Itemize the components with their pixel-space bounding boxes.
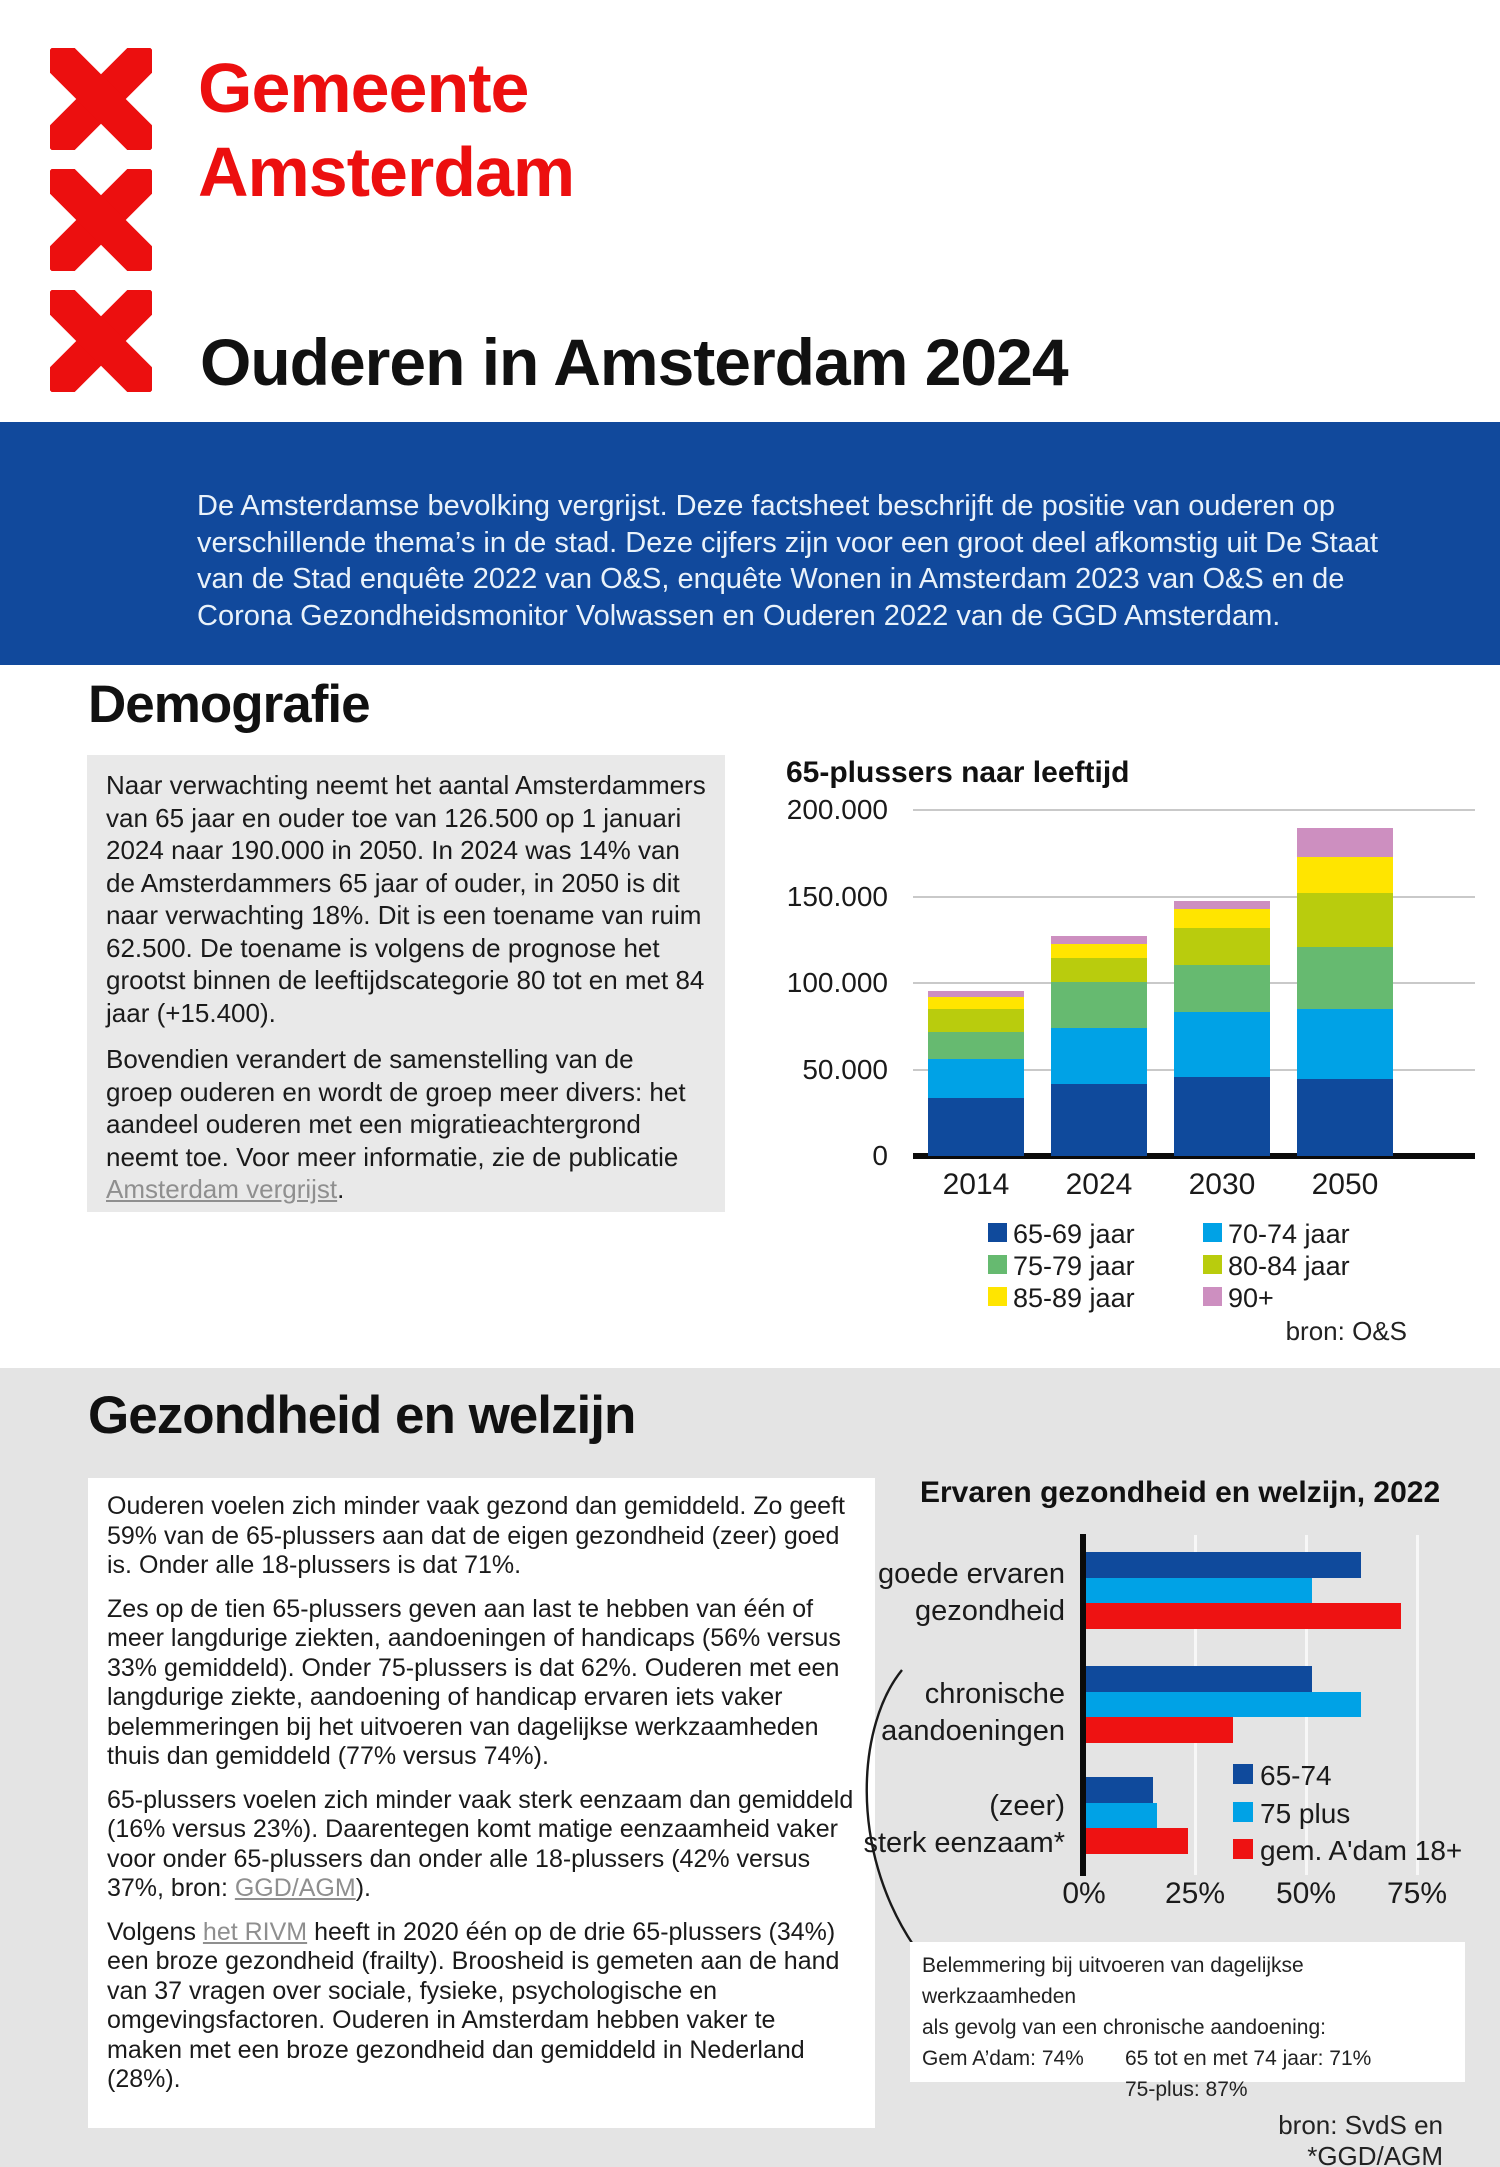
bar-65-74 <box>1086 1666 1312 1692</box>
bar-segment-65-69-jaar <box>1297 1079 1393 1156</box>
paragraph-text: Zes op de tien 65-plussers geven aan last te hebben van één of meer langdurige ziekten, aandoeningen of handicaps (56% versus 33% gemiddeld). Onder 75-plussers is dat 62%. Ouderen met een langdurige ziekte, aandoening of handicap ervaren iets vaker belemmeringen bij het uitvoeren van dagelijkse werkzaamheden thuis dan gemiddeld (77% versus 74%). <box>107 1594 841 1770</box>
link-ggd-agm[interactable]: GGD/AGM <box>234 1874 356 1902</box>
legend-label: 65-74 <box>1260 1760 1332 1791</box>
paragraph-text: ). <box>355 1874 371 1902</box>
y-axis-tick-label: 50.000 <box>802 1053 888 1085</box>
note-line-3 <box>922 2043 1453 2074</box>
paragraph-text: Naar verwachting neemt het aantal Amsterdammers van 65 jaar en ouder toe van 126.500 op 1 januari 2024 naar 190.000 in 2050. In 2024 was 14% van de Amsterdammers 65 jaar of ouder, in 2050 is dit naar verwachting 18%. Dit is een toename van ruim 62.500. De toename is volgens de prognose het grootst binnen de leeftijdscategorie 80 tot en met 84 jaar (+15.400). <box>106 770 706 1028</box>
category-label <box>845 1676 1065 1750</box>
bar-segment-70-74-jaar <box>1051 1028 1147 1084</box>
category-label <box>845 1556 1065 1630</box>
y-axis-tick-label: 100.000 <box>786 967 888 998</box>
bar-segment-75-79-jaar <box>928 1032 1024 1059</box>
bar-segment-70-74-jaar <box>1174 1012 1270 1077</box>
page-title: Ouderen in Amsterdam 2024 <box>200 325 1068 399</box>
paragraph-text: heeft in 2020 één op de drie 65-plussers (34%) een broze gezondheid (frailty). Broosheid is gemeten aan de hand van 37 vragen over sociale, fysieke, psychologische en omgevingsfactoren. Ouderen in Amsterdam hebben vaker te maken met een broze gezondheid dan gemiddeld in Nederland (28%). <box>107 1917 840 2093</box>
bar-segment-90+ <box>1174 901 1270 910</box>
bar-65-74 <box>1086 1777 1153 1803</box>
gridline <box>913 809 1475 811</box>
note-line-2: als gevolg van een chronische aandoening: <box>922 2016 1326 2039</box>
bar-75-plus <box>1086 1692 1361 1718</box>
x-axis-tick-label: 2024 <box>1065 1168 1133 1201</box>
bar-gem.-A'dam-18+ <box>1086 1603 1401 1629</box>
bar-segment-90+ <box>928 991 1024 997</box>
x-axis-tick-label: 2030 <box>1188 1168 1256 1201</box>
link-rivm[interactable]: het RIVM <box>202 1917 308 1946</box>
category-label-line: (zeer) <box>989 1790 1065 1822</box>
chart-source: bron: SvdS en *GGD/AGM <box>1278 2110 1443 2167</box>
bar-segment-70-74-jaar <box>928 1059 1024 1098</box>
bar-75-plus <box>1086 1578 1312 1604</box>
brand-line-1: Gemeente <box>198 49 529 127</box>
bar-segment-80-84-jaar <box>1174 928 1270 965</box>
andreas-cross-icon <box>50 290 152 392</box>
gridline <box>1416 1535 1419 1875</box>
x-axis-tick-label: 2050 <box>1311 1168 1379 1201</box>
legend-label: 75-79 jaar <box>1013 1251 1135 1281</box>
legend-swatch <box>1203 1287 1222 1306</box>
section-heading-demografie: Demografie <box>88 675 370 734</box>
paragraph-text: Volgens <box>107 1917 203 1946</box>
legend-label: 75 plus <box>1260 1798 1351 1829</box>
gezondheid-paragraph-1 <box>107 1492 856 1581</box>
bar-segment-80-84-jaar <box>928 1009 1024 1032</box>
bar-segment-70-74-jaar <box>1297 1009 1393 1079</box>
legend-label: 90+ <box>1228 1283 1274 1313</box>
bar-gem.-A'dam-18+ <box>1086 1717 1233 1743</box>
bar-segment-65-69-jaar <box>1174 1077 1270 1156</box>
category-label-line: chronische <box>924 1678 1065 1710</box>
intro-text: De Amsterdamse bevolking vergrijst. Deze factsheet beschrijft de positie van ouderen op verschillende thema’s in de stad. Deze cijfers zijn voor een groot deel afkomstig uit De Staat van de Stad enquête 2022 van O&S, enquête Wonen in Amsterdam 2023 van O&S en de Corona Gezondheidsmonitor Volwassen en Ouderen 2022 van de GGD Amsterdam. <box>197 490 1379 632</box>
legend-label: 85-89 jaar <box>1013 1283 1135 1313</box>
legend-label: 70-74 jaar <box>1228 1219 1350 1249</box>
chart-65-plussers-naar-leeftijd <box>760 748 1500 1360</box>
bar-segment-90+ <box>1051 936 1147 944</box>
legend-swatch <box>988 1287 1007 1306</box>
chart-ervaren-gezondheid <box>840 1462 1500 2167</box>
note-col-1: Gem A’dam: 74% <box>922 2047 1084 2070</box>
andreas-cross-icon <box>50 169 152 271</box>
gezondheid-paragraph-2 <box>107 1595 856 1772</box>
legend-swatch <box>1203 1223 1222 1242</box>
legend-swatch <box>988 1223 1007 1242</box>
chart-title: 65-plussers naar leeftijd <box>786 756 1130 789</box>
section-heading-gezondheid: Gezondheid en welzijn <box>88 1386 636 1445</box>
bar-segment-85-89-jaar <box>1174 909 1270 927</box>
x-axis-tick-label: 2014 <box>942 1168 1010 1201</box>
note-col-2b: 75-plus: 87% <box>1125 2078 1248 2101</box>
bar-gem.-A'dam-18+ <box>1086 1828 1188 1854</box>
andreas-cross-icon <box>50 48 152 150</box>
paragraph-text: . <box>337 1174 345 1204</box>
category-label-line: goede ervaren <box>877 1558 1065 1590</box>
bar-segment-85-89-jaar <box>1051 944 1147 958</box>
bar-segment-85-89-jaar <box>928 997 1024 1009</box>
legend-swatch <box>1233 1802 1253 1822</box>
bar-segment-90+ <box>1297 828 1393 857</box>
y-axis-tick-label: 200.000 <box>786 794 888 825</box>
bar-segment-80-84-jaar <box>1297 893 1393 947</box>
bar-segment-65-69-jaar <box>928 1098 1024 1156</box>
link-amsterdam-vergrijst[interactable]: Amsterdam vergrijst <box>106 1174 338 1204</box>
note-line-1: Belemmering bij uitvoeren van dagelijkse werkzaamheden <box>922 1954 1304 2008</box>
paragraph-text: Bovendien verandert de samenstelling van de groep ouderen en wordt de groep meer divers: het aandeel ouderen met een migratieachtergrond neemt toe. Voor meer informatie, zie de publicatie <box>106 1044 686 1172</box>
chart-source: bron: O&S <box>1285 1316 1407 1346</box>
legend-swatch <box>1203 1255 1222 1274</box>
legend-label: 80-84 jaar <box>1228 1251 1350 1281</box>
paragraph-text: Ouderen voelen zich minder vaak gezond dan gemiddeld. Zo geeft 59% van de 65-plussers aan dat de eigen gezondheid (zeer) goed is. Onder alle 18-plussers is dat 71%. <box>107 1492 845 1579</box>
category-label-line: sterk eenzaam* <box>863 1827 1065 1859</box>
paragraph-text: 65-plussers voelen zich minder vaak sterk eenzaam dan gemiddeld (16% versus 23%). Daarentegen komt matige eenzaamheid vaker voor onder 65-plussers dan onder alle 18-plussers (42% versus 37%, bron: <box>107 1785 854 1902</box>
legend-swatch <box>1233 1839 1253 1859</box>
gezondheid-textbox <box>88 1478 875 2128</box>
brand-line-2: Amsterdam <box>198 133 575 211</box>
bar-segment-75-79-jaar <box>1051 982 1147 1028</box>
legend-swatch <box>988 1255 1007 1274</box>
x-axis-tick-label: 50% <box>1275 1877 1337 1910</box>
bar-segment-75-79-jaar <box>1174 965 1270 1013</box>
category-label <box>845 1788 1065 1862</box>
gezondheid-paragraph-4 <box>107 1918 856 2095</box>
brand-wordmark <box>198 46 574 214</box>
bar-segment-75-79-jaar <box>1297 947 1393 1009</box>
bar-65-74 <box>1086 1552 1361 1578</box>
demografie-textbox <box>87 755 725 1212</box>
demografie-paragraph-2 <box>106 1043 706 1206</box>
legend-label: gem. A'dam 18+ <box>1260 1835 1463 1866</box>
bar-segment-80-84-jaar <box>1051 958 1147 982</box>
chart-title: Ervaren gezondheid en welzijn, 2022 <box>920 1476 1441 1509</box>
bar-segment-65-69-jaar <box>1051 1084 1147 1156</box>
bar-segment-85-89-jaar <box>1297 857 1393 893</box>
legend-swatch <box>1233 1764 1253 1784</box>
note-col-2a: 65 tot en met 74 jaar: 71% <box>1125 2047 1372 2070</box>
note-line-4 <box>922 2074 1453 2105</box>
legend-label: 65-69 jaar <box>1013 1219 1135 1249</box>
x-axis-tick-label: 25% <box>1164 1877 1226 1910</box>
x-axis-tick-label: 0% <box>1062 1877 1106 1910</box>
x-axis-tick-label: 75% <box>1386 1877 1448 1910</box>
demografie-paragraph-1 <box>106 769 706 1029</box>
y-axis-tick-label: 150.000 <box>786 880 888 912</box>
category-label-line: gezondheid <box>915 1595 1065 1627</box>
intro-banner <box>0 422 1500 665</box>
gezondheid-paragraph-3 <box>107 1786 856 1904</box>
bar-75-plus <box>1086 1803 1157 1829</box>
y-axis-tick-label: 0 <box>872 1140 888 1171</box>
category-label-line: aandoeningen <box>881 1715 1065 1747</box>
chart-note-box <box>910 1942 1465 2101</box>
